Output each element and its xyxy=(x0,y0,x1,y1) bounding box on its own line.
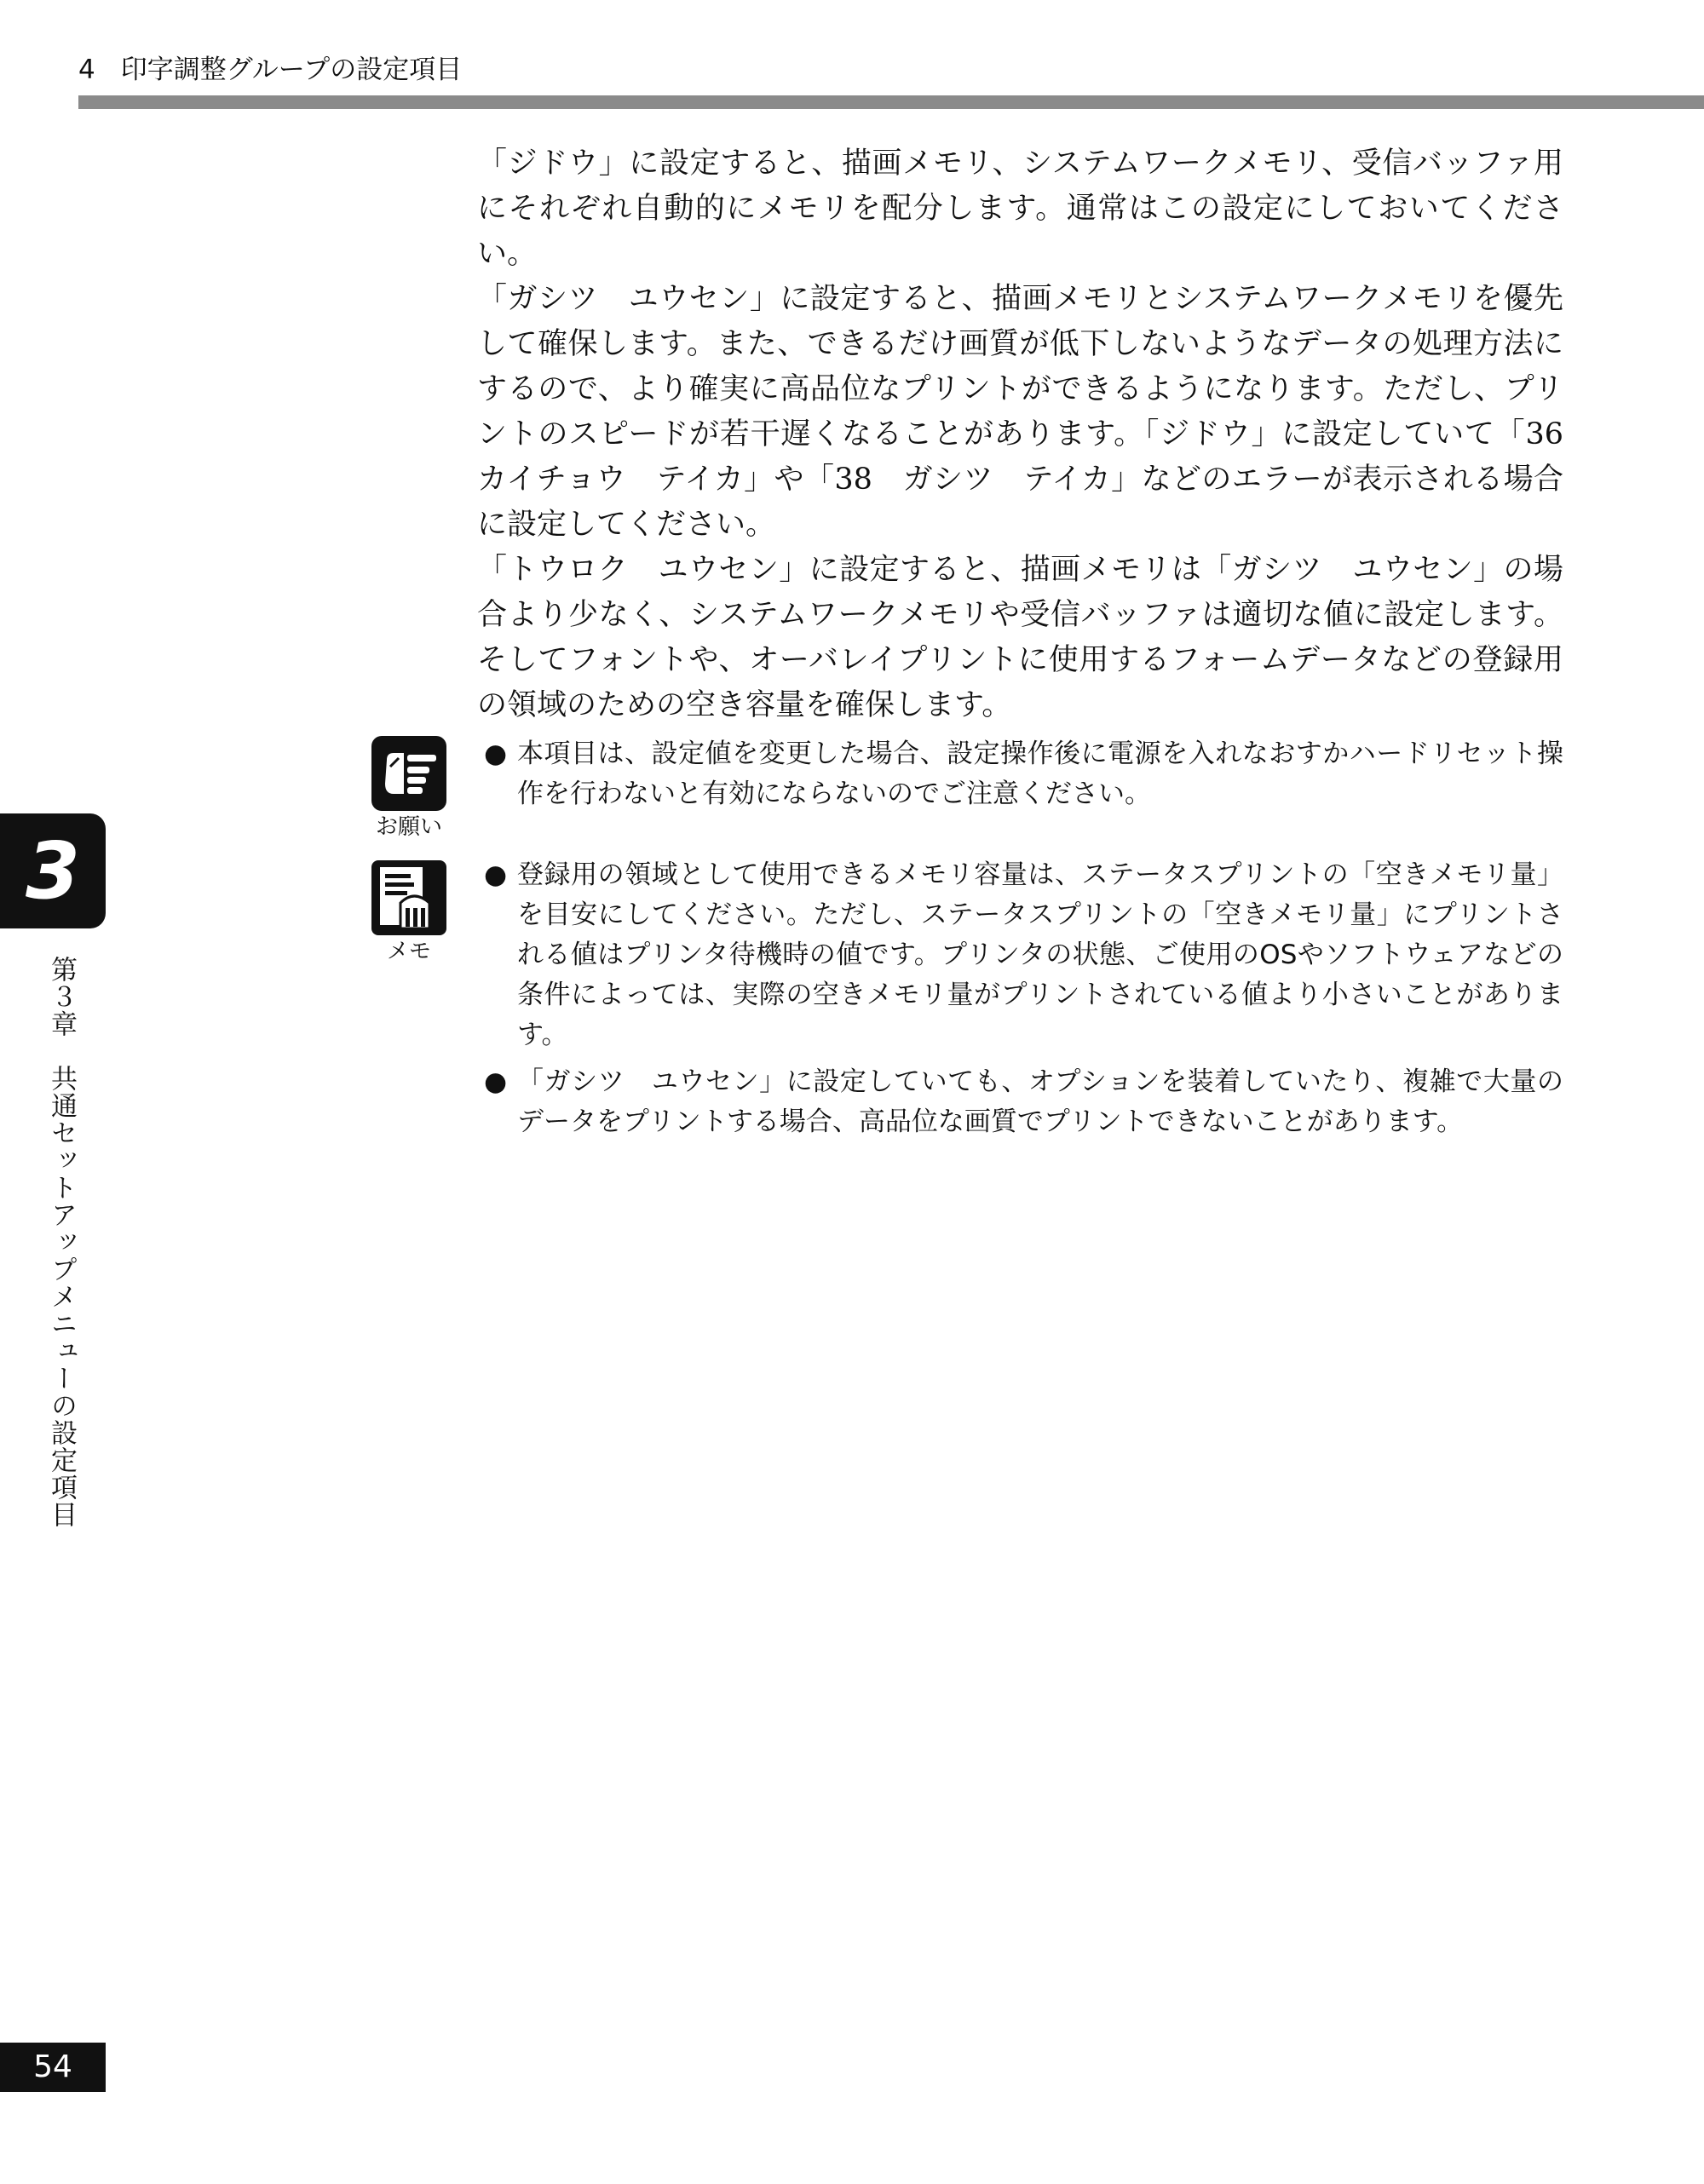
header-rule xyxy=(78,95,1704,109)
request-icon-label: お願い xyxy=(375,814,442,840)
pointing-hand-icon xyxy=(370,734,448,813)
header-chapter-number: 4 xyxy=(78,55,95,85)
memo-note xyxy=(477,855,1563,1149)
request-note xyxy=(477,734,1563,821)
memo-note-item xyxy=(477,1062,1563,1142)
header-section-title: 印字調整グループの設定項目 xyxy=(120,55,463,85)
page-number: 54 xyxy=(33,2049,72,2084)
request-note-text: 本項目は、設定値を変更した場合、設定操作後に電源を入れなおすかハードリセット操作を行わないと有効にならないのでご注意ください。 xyxy=(517,739,1563,809)
chapter-tab-number: 3 xyxy=(25,825,80,917)
chapter-side-label: 第３章 共通セットアップメニューの設定項目 xyxy=(46,956,77,1528)
bullet: ● xyxy=(484,1066,508,1097)
running-header xyxy=(78,51,462,89)
request-icon-box xyxy=(370,734,448,840)
memo-note-item xyxy=(477,855,1563,1055)
request-note-item xyxy=(477,734,1563,814)
body-paragraph: 「ジドウ」に設定すると、描画メモリ、システムワークメモリ、受信バッファ用にそれぞれ自動的にメモリを配分します。通常はこの設定にしておいてください。 xyxy=(477,147,1563,271)
memo-icon-label: メモ xyxy=(386,939,431,964)
page-number-box xyxy=(0,2043,106,2092)
chapter-tab xyxy=(0,813,106,928)
bullet: ● xyxy=(484,739,508,769)
memo-note-text: 登録用の領域として使用できるメモリ容量は、ステータスプリントの「空きメモリ量」を目安にしてください。ただし、ステータスプリントの「空きメモリ量」にプリントされる値はプリンタ待機時の値です。プリンタの状態、ご使用のOSやソフトウェアなどの条件によっては、実際の空きメモリ量がプリントされている値より小さいことがあります。 xyxy=(517,859,1563,1050)
memo-pencil-icon xyxy=(370,859,448,937)
body-text xyxy=(477,141,1594,728)
body-paragraph: 「トウロク ユウセン」に設定すると、描画メモリは「ガシツ ユウセン」の場合より少なく、システムワークメモリや受信バッファは適切な値に設定します。そしてフォントや、オーバレイプリントに使用するフォームデータなどの登録用の領域のための空き容量を確保します。 xyxy=(477,553,1563,722)
memo-note-text: 「ガシツ ユウセン」に設定していても、オプションを装着していたり、複雑で大量のデータをプリントする場合、高品位な画質でプリントできないことがあります。 xyxy=(517,1066,1563,1137)
bullet: ● xyxy=(484,859,508,890)
memo-icon-box xyxy=(370,859,448,964)
body-paragraph: 「ガシツ ユウセン」に設定すると、描画メモリとシステムワークメモリを優先して確保します。また、できるだけ画質が低下しないようなデータの処理方法にするので、より確実に高品位なプリントができるようになります。ただし、プリントのスピードが若干遅くなることがあります。「ジドウ」に設定していて「36 カイチョウ テイカ」や「38 ガシツ テイカ」などのエラーが表示される場合に設定してください。 xyxy=(477,282,1594,542)
